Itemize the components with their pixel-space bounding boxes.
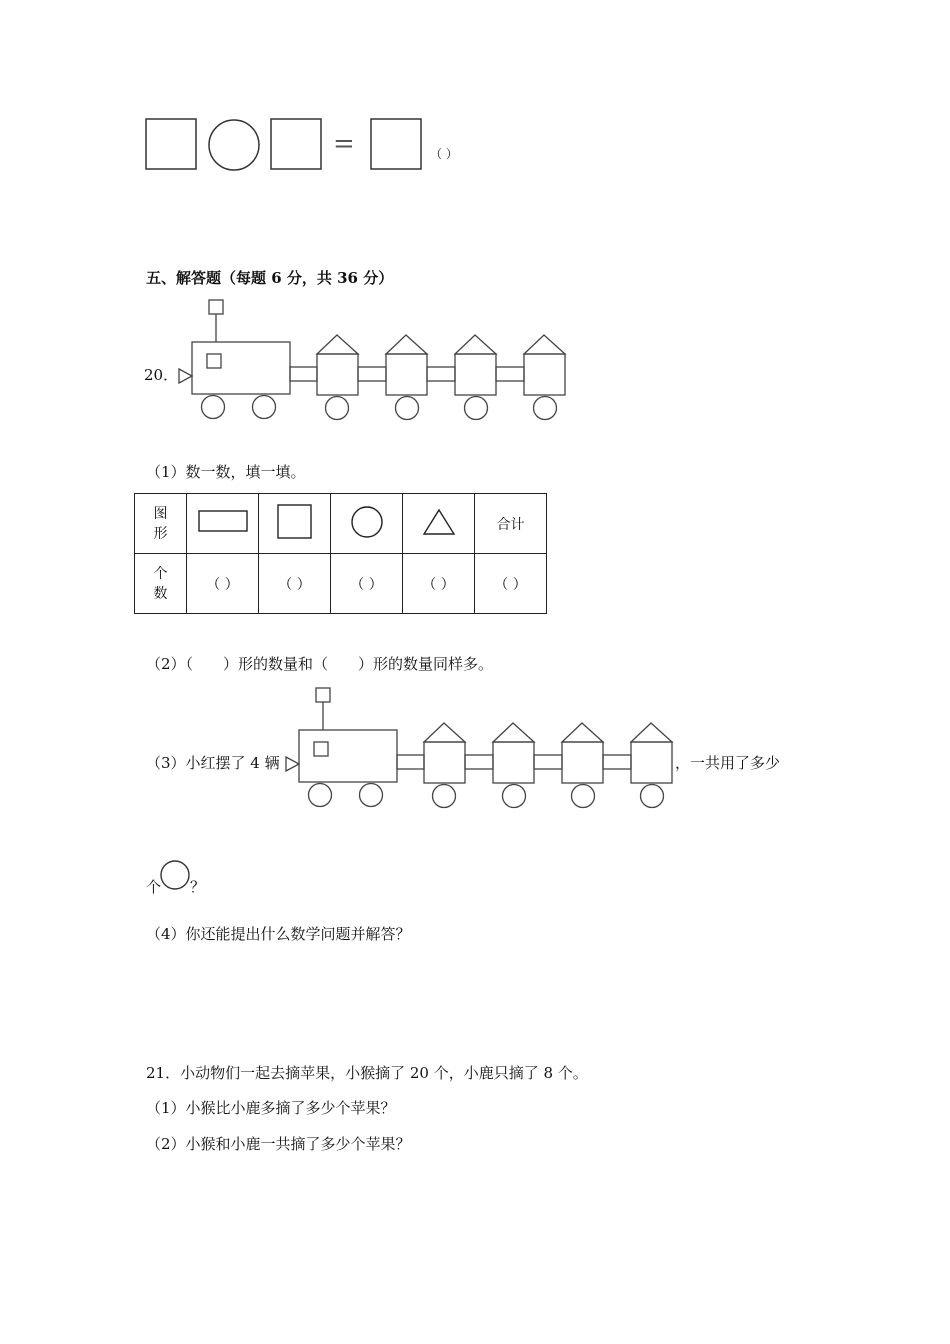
header-char-1: 图 (153, 505, 168, 522)
question-20-number: 20． (144, 366, 179, 384)
q20-part4: （4）你还能提出什么数学问题并解答？ (146, 925, 411, 943)
count-blank-square[interactable]: （ ） (259, 554, 331, 614)
total-header-cell: 合计 (475, 494, 547, 554)
table-header-cell (135, 494, 187, 554)
count-label-cell (135, 554, 187, 614)
train-1 (179, 300, 565, 420)
circle-shape-icon (349, 504, 385, 540)
shape-square-cell (259, 494, 331, 554)
train-2 (286, 688, 672, 808)
equation-shapes (0, 0, 480, 180)
q21-part2: （2）小猴和小鹿一共摘了多少个苹果？ (146, 1135, 411, 1153)
count-blank-total[interactable]: （ ） (475, 554, 547, 614)
section-five-heading: 五、解答题（每题 6 分，共 36 分） (146, 269, 394, 287)
table-row-shapes (135, 494, 547, 554)
train-figure-2 (283, 685, 683, 815)
shape-rectangle-cell (187, 494, 259, 554)
count-blank-triangle[interactable]: （ ） (403, 554, 475, 614)
q20-part1: （1）数一数，填一填。 (146, 463, 306, 481)
rectangle-shape-icon (197, 509, 249, 535)
count-blank-rectangle[interactable]: （ ） (187, 554, 259, 614)
square-shape-icon (276, 503, 314, 541)
count-char-2: 数 (153, 585, 168, 602)
count-table (134, 493, 547, 614)
q20-part3-line2-start: 个 (146, 878, 162, 896)
circle-inline-icon (158, 860, 194, 890)
q20-part3-line2-end: ？ (190, 878, 206, 896)
shape-triangle-cell (403, 494, 475, 554)
q20-part3-before: （3）小红摆了 4 辆 (146, 754, 280, 772)
equation-circle-operator (209, 120, 259, 170)
q20-part3-after: ，一共用了多少 (675, 754, 781, 772)
equation-answer-box (371, 119, 421, 169)
table-row-counts (135, 554, 547, 614)
count-blank-circle[interactable]: （ ） (331, 554, 403, 614)
equation-square-box-1 (146, 119, 196, 169)
triangle-shape-icon (421, 507, 457, 537)
question-21-stem: 21．小动物们一起去摘苹果，小猴摘了 20 个，小鹿只摘了 8 个。 (146, 1064, 588, 1082)
header-char-2: 形 (153, 525, 168, 542)
count-char-1: 个 (153, 565, 168, 582)
equation-answer-paren: （ ） (430, 147, 458, 161)
equation-square-box-2 (271, 119, 321, 169)
equals-sign: = (333, 129, 355, 159)
q20-part2: （2）（ ）形的数量和（ ）形的数量同样多。 (146, 655, 494, 673)
shape-circle-cell (331, 494, 403, 554)
q21-part1: （1）小猴比小鹿多摘了多少个苹果？ (146, 1099, 396, 1117)
train-figure-1 (176, 297, 576, 427)
